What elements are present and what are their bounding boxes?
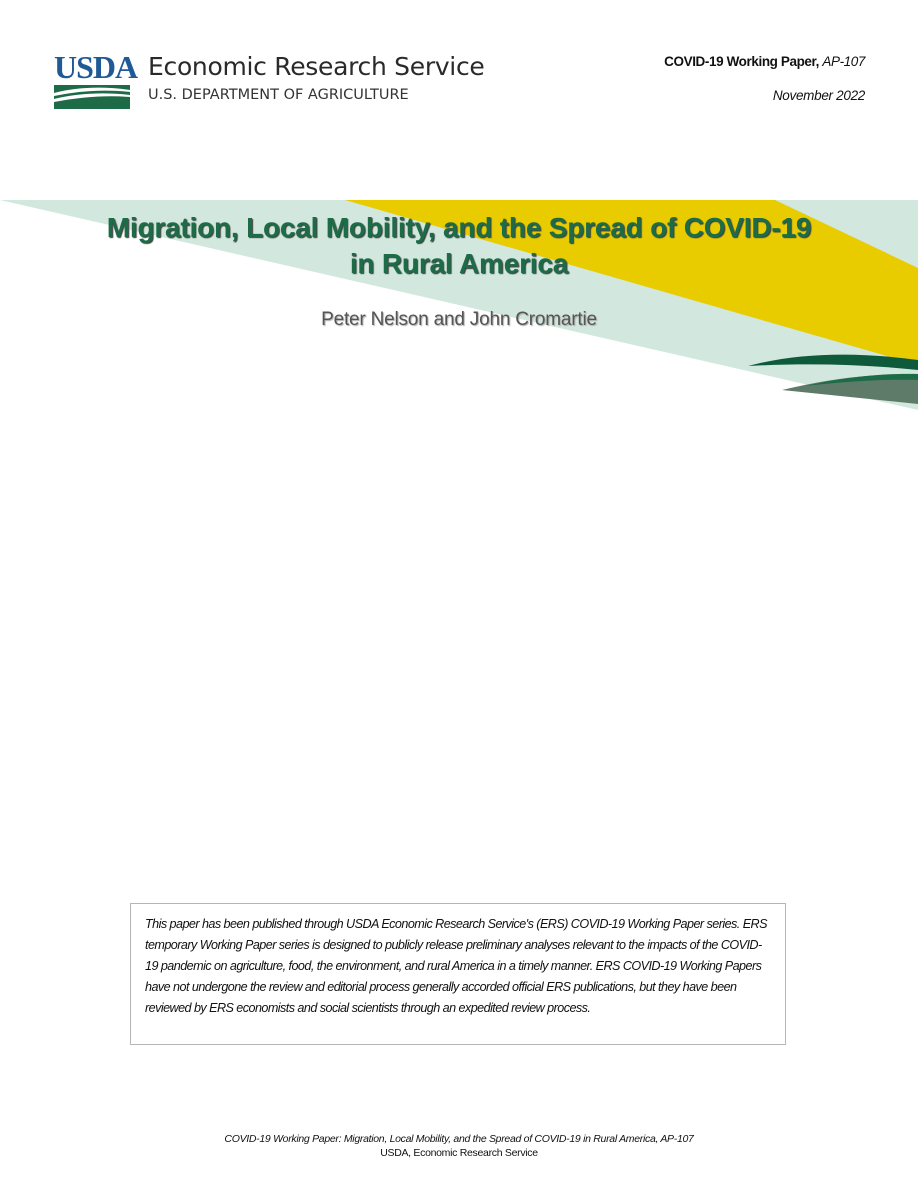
- agency-block: [148, 52, 484, 104]
- usda-logo-text: USDA: [54, 49, 138, 85]
- title-line-1: Migration, Local Mobility, and the Spread of COVID-19: [106, 212, 812, 243]
- page-title: [40, 210, 878, 282]
- agency-name: Economic Research Service: [148, 52, 485, 81]
- publication-date: November 2022: [772, 88, 865, 103]
- disclaimer-box: [130, 903, 786, 1045]
- usda-logo: [54, 49, 138, 109]
- page-footer: [0, 1132, 918, 1160]
- footer-agency: USDA, Economic Research Service: [380, 1147, 538, 1159]
- series-label: [664, 53, 865, 71]
- disclaimer-text: This paper has been published through USDA Economic Research Service's (ERS) COVID-19 Working Paper series. ERS temporary Working Paper series is designed to publicly release preliminary analyses relevant to the impacts of the COVID-19 pandemic on agriculture, food, the environment, and rural America in a timely manner. ERS COVID-19 Working Papers have not undergone the review and editorial process generally accorded official ERS publications, but they have been reviewed by ERS economists and social scientists through an expedited review process.: [145, 917, 767, 1015]
- footer-citation: COVID-19 Working Paper: Migration, Local Mobility, and the Spread of COVID-19 in Rural America, AP-107: [224, 1133, 694, 1145]
- series-number: AP-107: [822, 54, 865, 69]
- title-line-2: in Rural America: [349, 248, 569, 279]
- authors: Peter Nelson and John Cromartie: [321, 309, 597, 330]
- series-name: COVID-19 Working Paper,: [664, 54, 819, 69]
- department-name: U.S. DEPARTMENT OF AGRICULTURE: [148, 87, 409, 103]
- usda-logo-field-icon: [54, 85, 130, 109]
